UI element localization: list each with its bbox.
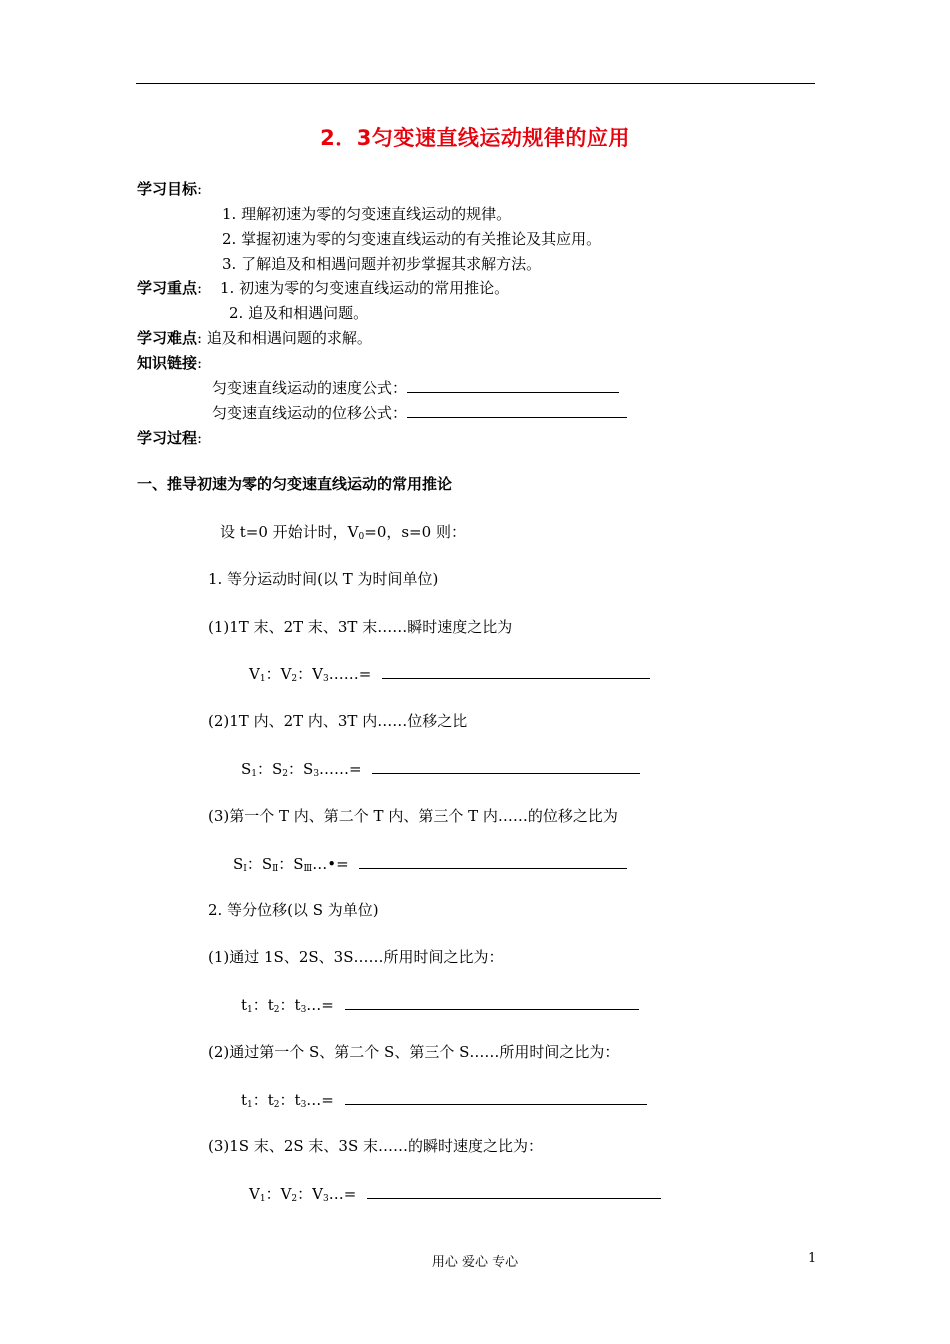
answer-blank-3[interactable] [359,854,627,869]
section1-heading: 一、推导初速为零的匀变速直线运动的常用推论 [137,475,453,493]
key-points-heading: 学习重点: [137,279,203,297]
answer-blank-1[interactable] [382,664,650,679]
displacement-formula-blank[interactable] [407,403,627,418]
question-3: (3)第一个 T 内、第二个 T 内、第三个 T 内……的位移之比为 [208,807,618,825]
ratio-row-4: $t_1$：$t_2$：$t_3\dots=$ [241,994,639,1015]
footer-text: 用心 爱心 专心 [431,1255,519,1270]
page-title: 2．3匀变速直线运动规律的应用 [320,126,630,150]
difficulty-row: 学习难点: 追及和相遇问题的求解。 [137,329,372,347]
ratio-row-3: $S_Ⅰ$：$S_Ⅱ$：$S_Ⅲ\dots•=$ [233,853,627,874]
process-heading: 学习过程: [137,429,203,447]
answer-blank-2[interactable] [372,759,640,774]
setup-line: 设 t=0 开始计时，$V_0=0$，s=0 则： [220,523,466,542]
question-5: (2)通过第一个 S、第二个 S、第三个 S……所用时间之比为： [208,1043,620,1061]
answer-blank-5[interactable] [345,1090,647,1105]
ratio-row-1: $V_1$：$V_2$：$V_3\dots\dots=$ [249,663,650,684]
question-2: (2)1T 内、2T 内、3T 内……位移之比 [208,712,468,730]
key-point-item-2: 2. 追及和相遇问题。 [229,304,369,322]
key-point-item-1: 1. 初速为零的匀变速直线运动的常用推论。 [220,279,510,297]
header-rule [136,83,815,84]
page-number: 1 [808,1251,817,1266]
displacement-formula-row: 匀变速直线运动的位移公式： [212,402,627,423]
velocity-formula-blank[interactable] [407,378,619,393]
part2-heading: 2. 等分位移(以 S 为单位) [208,901,379,919]
part1-heading: 1. 等分运动时间(以 T 为时间单位) [208,570,439,588]
answer-blank-4[interactable] [345,995,639,1010]
question-6: (3)1S 末、2S 末、3S 末……的瞬时速度之比为： [208,1137,544,1155]
answer-blank-6[interactable] [367,1184,661,1199]
question-1: (1)1T 末、2T 末、3T 末……瞬时速度之比为 [208,618,513,636]
question-4: (1)通过 1S、2S、3S……所用时间之比为： [208,948,504,966]
objective-item-3: 3. 了解追及和相遇问题并初步掌握其求解方法。 [222,255,542,273]
knowledge-link-heading: 知识链接: [137,354,203,372]
objective-item-2: 2. 掌握初速为零的匀变速直线运动的有关推论及其应用。 [222,230,602,248]
ratio-row-2: $S_1$：$S_2$：$S_3\dots\dots=$ [241,758,640,779]
ratio-row-5: $t_1$：$t_2$：$t_3\dots=$ [241,1089,647,1110]
objective-item-1: 1. 理解初速为零的匀变速直线运动的规律。 [222,205,512,223]
objectives-heading: 学习目标: [137,180,203,198]
velocity-formula-row: 匀变速直线运动的速度公式： [212,377,619,398]
ratio-row-6: $V_1$：$V_2$：$V_3\dots=$ [249,1183,661,1204]
